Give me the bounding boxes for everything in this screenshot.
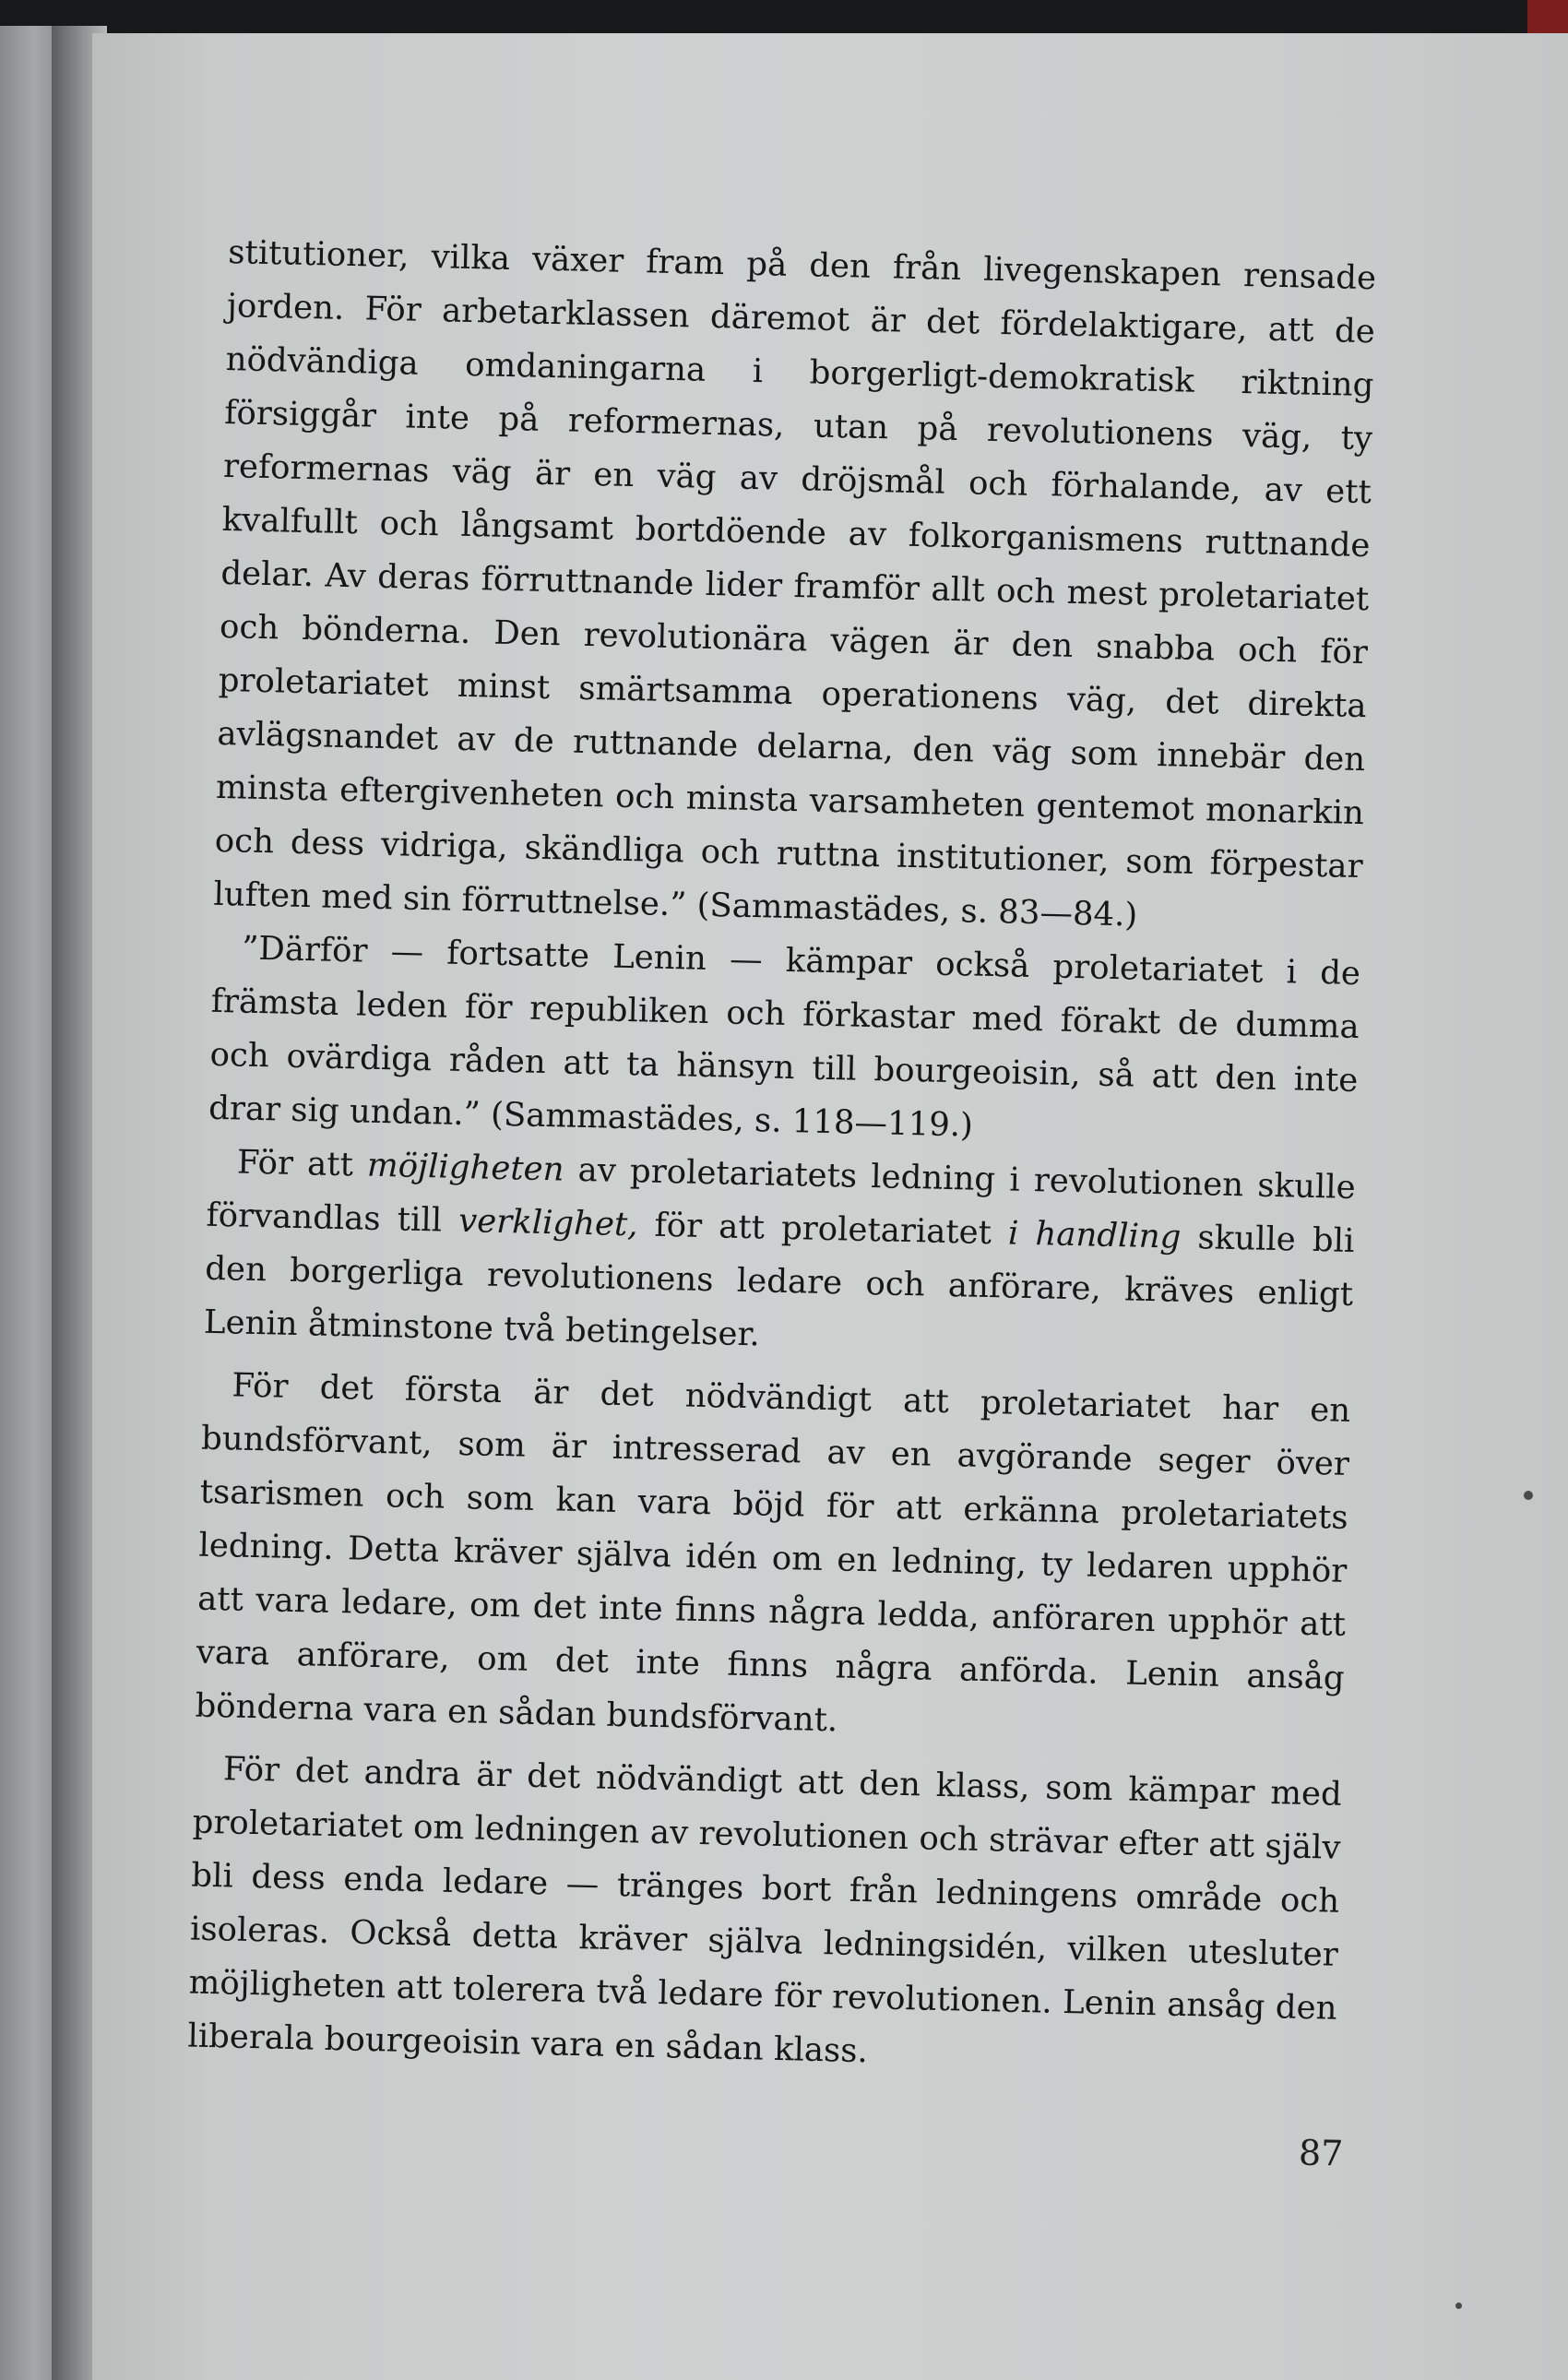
text-segment: För det andra är det nödvändigt att den klass, som kämpar med proletariatet om ledningen av revolutionen och strävar efter att själv bli dess enda ledare — tränges bort från ledningens område och isoleras. Också detta kräver själva ledningsidén, vilken utesluter möjligheten att tolerera två ledare för revolutionen. Lenin ansåg den liberala bourgeoisin vara en sådan klass. (187, 1750, 1343, 2071)
italic-emphasis: i handling (1007, 1214, 1182, 1256)
paragraph-2 (208, 922, 1361, 1161)
text-segment: För det första är det nödvändigt att proletariatet har en bundsförvant, som är intresserad av en avgörande seger över tsarismen och som kan vara böjd för att erkänna proletariatets ledning. Detta kräver själva idén om en ledning, ty ledaren upphör att vara ledare, om det inte finns några ledda, anföraren upphör att vara anförare, om det inte finns några anförda. Lenin ansåg bönderna vara en sådan bundsförvant. (195, 1366, 1351, 1740)
body-text (187, 226, 1377, 2089)
dust-speck (1524, 1491, 1533, 1500)
paragraph-3 (203, 1136, 1356, 1375)
text-segment: ”Därför — fortsatte Lenin — kämpar också proletariatet i de främsta leden för republiken och förkastar med förakt de dumma och ovärdiga råden att ta hänsyn till bourgeoisin, så att den inte drar sig undan.” (Sammastädes, s. 118—119.) (208, 929, 1361, 1145)
italic-emphasis: verklighet, (457, 1201, 639, 1244)
text-segment: skulle bli den borgerliga revolutionens ledare och anförare, kräves enligt Lenin åtminstone två betingelser. (203, 1218, 1355, 1354)
text-segment: stitutioner, vilka växer fram på den från livegenskapen rensade jorden. För arbetarklassen däremot är det fördelaktigare, att de nödvändiga omdaningarna i borgerligt-demokratisk riktning försiggår inte på reformernas, utan på revolutionens väg, ty reformernas väg är en väg av dröjsmål och förhalande, av ett kvalfullt och långsamt bortdöende av folkorganismens ruttnande delar. Av deras förruttnande lider framför allt och mest proletariatet och bönderna. Den revolutionära vägen är den snabba och för proletariatet minst smärtsamma operationens väg, det direkta avlägsnandet av de ruttnande delarna, den väg som innebär den minsta eftergivenheten och minsta varsamheten gentemot monarkin och dess vidriga, skändliga och ruttna institutioner, som förpestar luften med sin förruttnelse.” (Sammastädes, s. 83—84.) (213, 232, 1377, 934)
text-segment: för att proletariatet (637, 1206, 1009, 1253)
paragraph-5 (187, 1743, 1343, 2089)
dust-speck (1455, 2303, 1462, 2309)
text-segment: För att (236, 1143, 368, 1184)
paragraph-4 (195, 1359, 1351, 1759)
page-number: 87 (1298, 2132, 1344, 2174)
facing-page-edge (0, 26, 57, 2380)
italic-emphasis: möjligheten (366, 1146, 564, 1189)
text-segment: av proletariatets ledning i revolutionen skulle förvandlas till (206, 1150, 1357, 1240)
paragraph-1 (213, 226, 1377, 947)
